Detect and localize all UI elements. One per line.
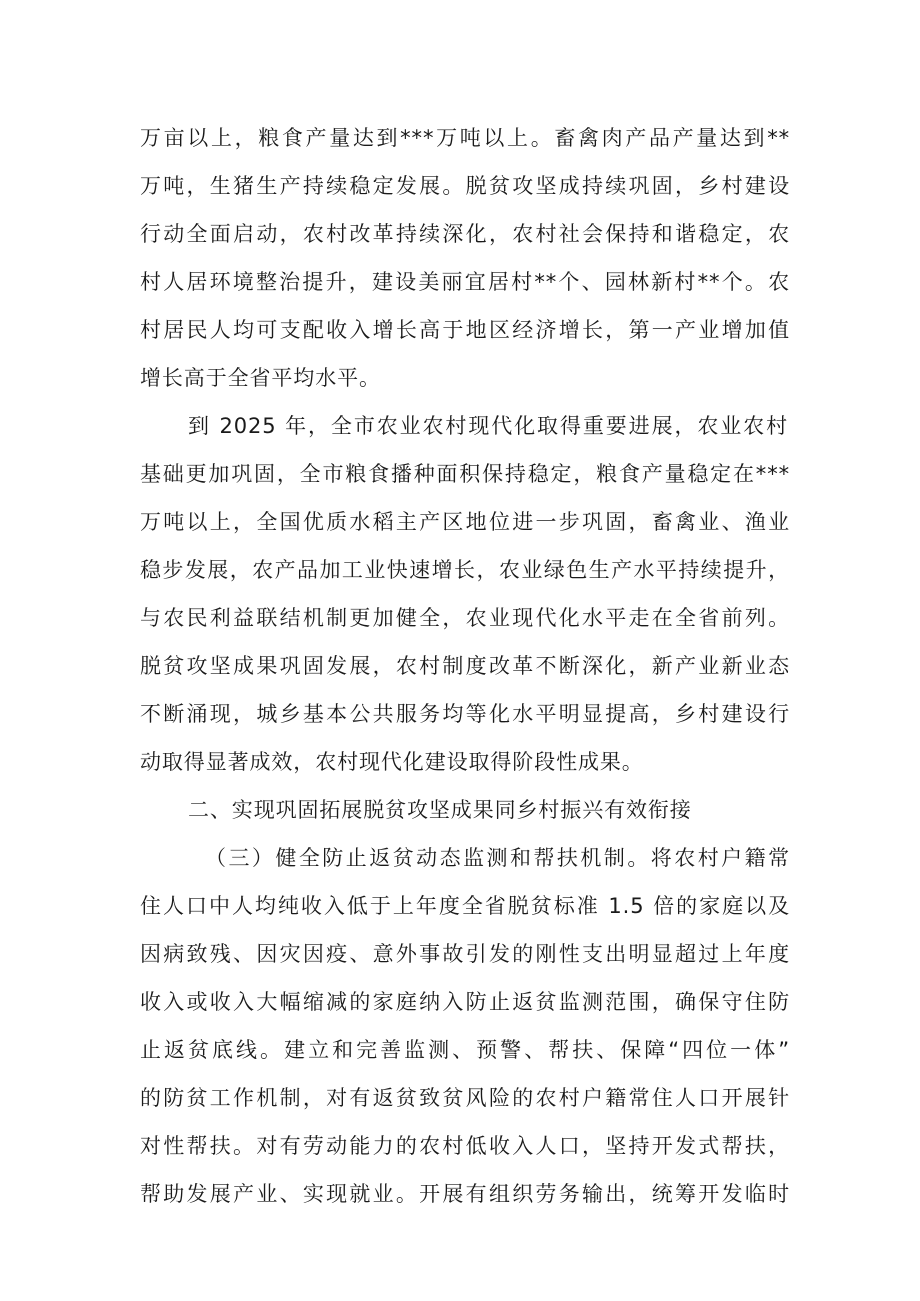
text-line: 对性帮扶。对有劳动能力的农村低收入人口，坚持开发式帮扶， xyxy=(140,1134,790,1158)
text-line: 村居民人均可支配收入增长高于地区经济增长，第一产业增加值 xyxy=(140,318,790,342)
text-line: 万吨以上，全国优质水稻主产区地位进一步巩固，畜禽业、渔业 xyxy=(140,510,790,534)
text-line: 万吨，生猪生产持续稳定发展。脱贫攻坚成持续巩固，乡村建设 xyxy=(140,174,790,198)
text-line: 与农民利益联结机制更加健全，农业现代化水平走在全省前列。 xyxy=(140,606,790,630)
text-line: （三）健全防止返贫动态监测和帮扶机制。将农村户籍常 xyxy=(205,846,790,870)
text-line: 动取得显著成效，农村现代化建设取得阶段性成果。 xyxy=(140,750,644,774)
text-line: 村人居环境整治提升，建设美丽宜居村**个、园林新村**个。农 xyxy=(140,270,790,294)
text-line: 止返贫底线。建立和完善监测、预警、帮扶、保障“四位一体” xyxy=(140,1038,790,1062)
text-line: 基础更加巩固，全市粮食播种面积保持稳定，粮食产量稳定在*** xyxy=(140,462,790,486)
section-heading: 二、实现巩固拓展脱贫攻坚成果同乡村振兴有效衔接 xyxy=(188,798,692,822)
text-line: 稳步发展，农产品加工业快速增长，农业绿色生产水平持续提升， xyxy=(140,558,790,582)
text-line: 到 2025 年，全市农业农村现代化取得重要进展，农业农村 xyxy=(188,414,788,438)
text-line: 万亩以上，粮食产量达到***万吨以上。畜禽肉产品产量达到** xyxy=(140,126,790,150)
text-line: 住人口中人均纯收入低于上年度全省脱贫标准 1.5 倍的家庭以及 xyxy=(140,894,790,918)
text-line: 不断涌现，城乡基本公共服务均等化水平明显提高，乡村建设行 xyxy=(140,702,790,726)
text-line: 脱贫攻坚成果巩固发展，农村制度改革不断深化，新产业新业态 xyxy=(140,654,790,678)
text-line: 的防贫工作机制，对有返贫致贫风险的农村户籍常住人口开展针 xyxy=(140,1086,790,1110)
text-line: 因病致残、因灾因疫、意外事故引发的刚性支出明显超过上年度 xyxy=(140,942,790,966)
text-line: 帮助发展产业、实现就业。开展有组织劳务输出，统筹开发临时 xyxy=(140,1182,790,1206)
text-line: 收入或收入大幅缩减的家庭纳入防止返贫监测范围，确保守住防 xyxy=(140,990,790,1014)
text-line: 增长高于全省平均水平。 xyxy=(140,366,381,390)
text-line: 行动全面启动，农村改革持续深化，农村社会保持和谐稳定，农 xyxy=(140,222,790,246)
